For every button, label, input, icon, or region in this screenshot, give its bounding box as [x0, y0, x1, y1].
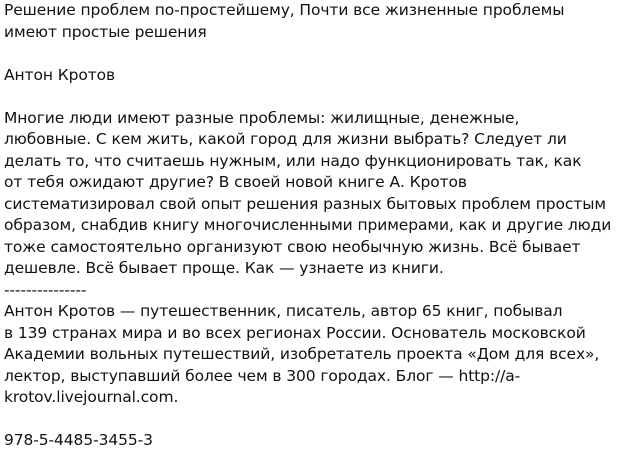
document-page: [4, 0, 628, 452]
separator: ---------------: [4, 280, 87, 299]
isbn: 978-5-4485-3455-3: [4, 431, 153, 449]
blank-line: [4, 43, 628, 65]
bio-line-3: Академии вольных путешествий, изобретатель проекта «Дом для всех»,: [4, 345, 600, 363]
description-line-6: образом, снабдив книгу многочисленными примерами, как и другие люди: [4, 216, 612, 234]
title-line-1: Решение проблем по-простейшему, Почти все жизненные проблемы: [4, 1, 565, 19]
description-line-7: тоже самостоятельно организуют свою необычную жизнь. Всё бывает: [4, 237, 581, 256]
description-line-2: любовные. С кем жить, какой город для жизни выбрать? Следует ли: [4, 130, 567, 148]
blank-line: [4, 409, 628, 431]
description-line-8: дешевле. Всё бывает проще. Как — узнаете из книги.: [4, 259, 444, 277]
bio-line-5: krotov.livejournal.com.: [4, 388, 179, 406]
blank-line: [4, 86, 628, 108]
title-line-2: имеют простые решения: [4, 22, 207, 41]
description-line-3: делать то, что считаешь нужным, или надо функционировать так, как: [4, 151, 582, 170]
bio-line-4: лектор, выступавший более чем в 300 городах. Блог — http://a-: [4, 366, 521, 385]
bio-line-2: в 139 странах мира и во всех регионах России. Основатель московской: [4, 323, 586, 342]
bio-line-1: Антон Кротов — путешественник, писатель, автор 65 книг, побывал: [4, 302, 563, 320]
author-name: Антон Кротов: [4, 65, 116, 84]
description-line-1: Многие люди имеют разные проблемы: жилищные, денежные,: [4, 108, 520, 127]
description-line-5: систематизировал свой опыт решения разных бытовых проблем простым: [4, 194, 606, 213]
description-line-4: от тебя ожидают другие? В своей новой книге А. Кротов: [4, 173, 467, 191]
